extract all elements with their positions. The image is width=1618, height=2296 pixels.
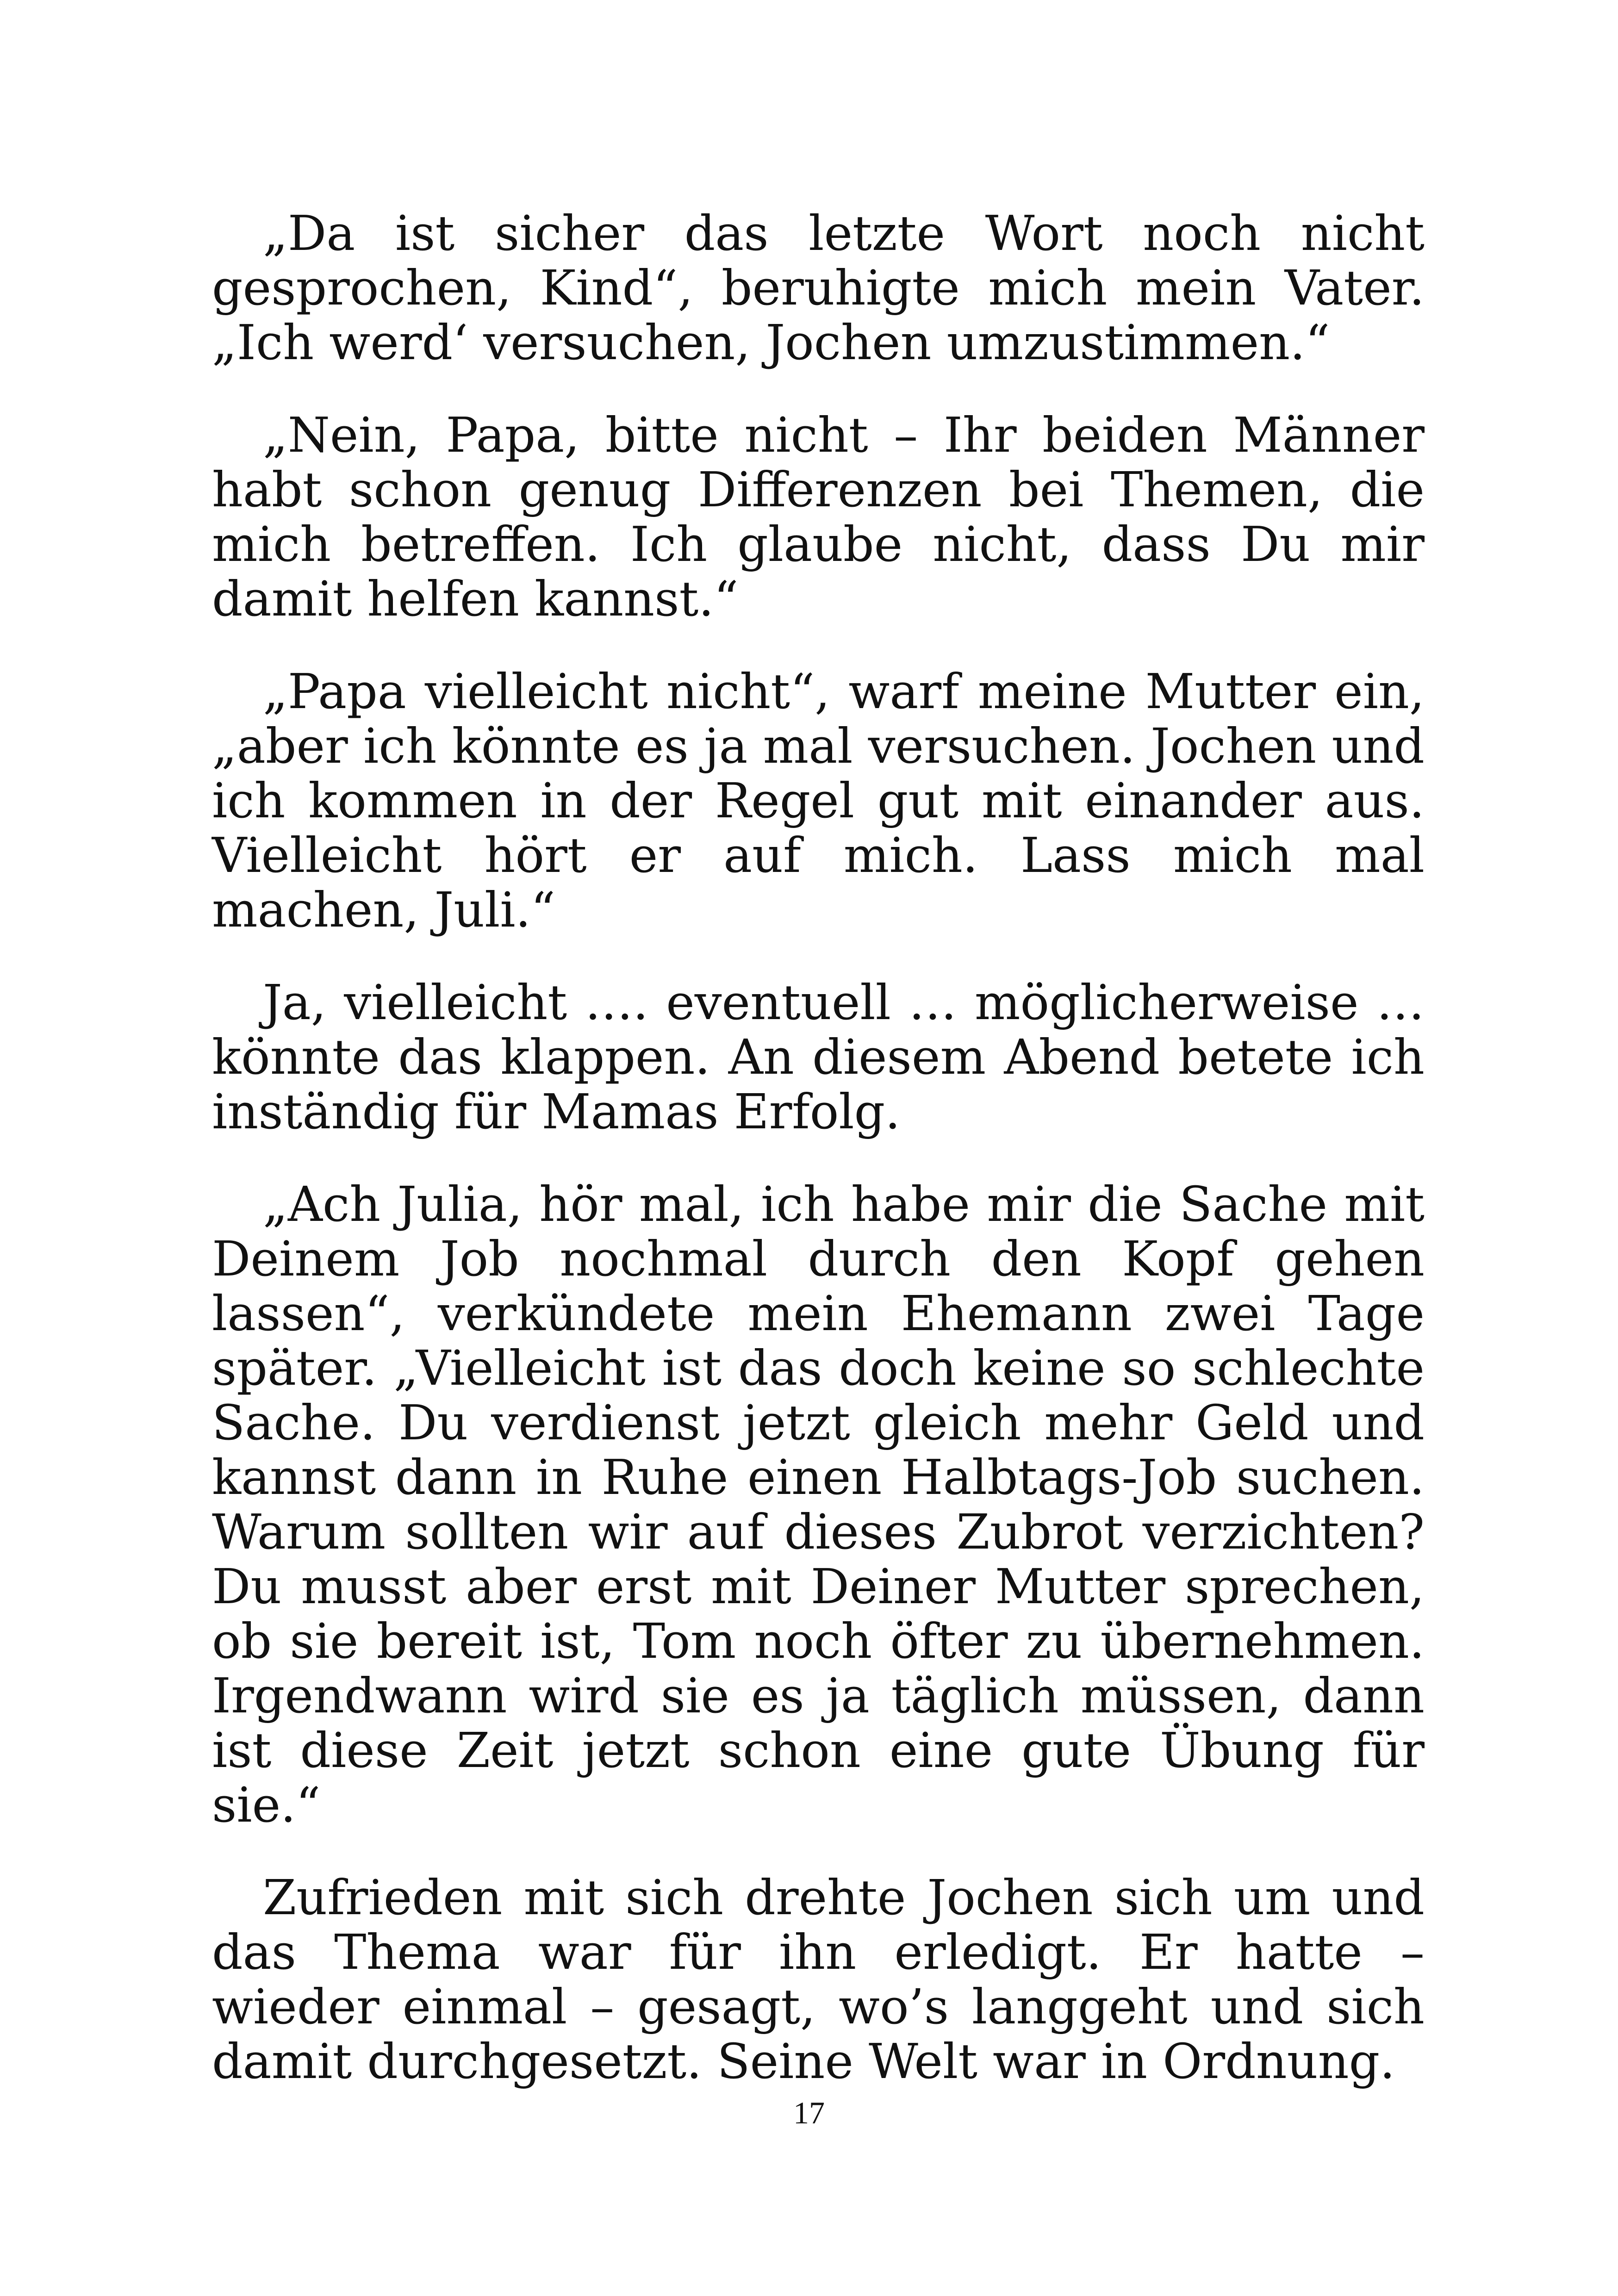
paragraph: Zufrieden mit sich drehte Jochen sich um und das Thema war für ihn erledigt. Er hatte – wieder einmal – gesagt, wo’s langgeht und sich damit durchgesetzt. Seine Welt war in Ordnung.: [212, 1869, 1425, 2090]
paragraph: „Nein, Papa, bitte nicht – Ihr beiden Männer habt schon genug Differenzen bei Themen, die mich betreffen. Ich glaube nicht, dass Du mir damit helfen kannst.“: [212, 407, 1425, 627]
paragraph: Ja, vielleicht …. eventuell … möglicherweise … könnte das klappen. An diesem Abend betete ich inständig für Mamas Erfolg.: [212, 974, 1425, 1140]
body-text: [212, 206, 1425, 2089]
paragraph: „Papa vielleicht nicht“, warf meine Mutter ein, „aber ich könnte es ja mal versuchen. Jochen und ich kommen in der Regel gut mit einander aus. Vielleicht hört er auf mich. Lass mich mal machen, Juli.“: [212, 663, 1425, 938]
paragraph: „Da ist sicher das letzte Wort noch nicht gesprochen, Kind“, beruhigte mich mein Vater. „Ich werd‘ versuchen, Jochen umzustimmen.“: [212, 205, 1425, 371]
page-number: 17: [793, 2095, 825, 2130]
paragraph: „Ach Julia, hör mal, ich habe mir die Sache mit Deinem Job nochmal durch den Kopf gehen lassen“, verkündete mein Ehemann zwei Tage später. „Vielleicht ist das doch keine so schlechte Sache. Du verdienst jetzt gleich mehr Geld und kannst dann in Ruhe einen Halbtags-Job suchen. Warum sollten wir auf dieses Zubrot verzichten? Du musst aber erst mit Deiner Mutter sprechen, ob sie bereit ist, Tom noch öfter zu übernehmen. Irgendwann wird sie es ja täglich müssen, dann ist diese Zeit jetzt schon eine gute Übung für sie.“: [212, 1176, 1425, 1833]
